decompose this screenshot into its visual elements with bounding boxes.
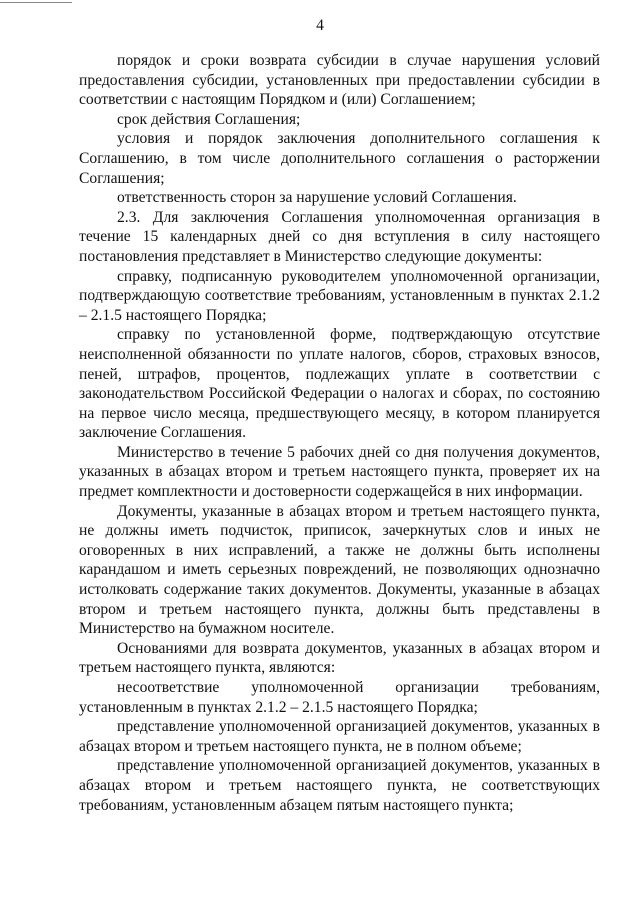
paragraph-signed-certificate: справку, подписанную руководителем уполномоченной организации, подтверждающую соответствие требованиям, установленным в пунктах 2.1.2 – 2.1.5 настоящего Порядка; xyxy=(79,267,600,324)
paragraph-document-requirements: Документы, указанные в абзацах втором и третьем настоящего пункта, не должны иметь подчисток, приписок, зачеркнутых слов и иных не оговоренных в них исправлений, а также не должны быть исполнены карандашом и иметь серьезных повреждений, не позволяющих однозначно истолковать содержание таких документов. Документы, указанные в абзацах втором и третьем настоящего пункта, должны быть представлены в Министерство на бумажном носителе. xyxy=(79,502,600,638)
paragraph-supplementary-agreement: условия и порядок заключения дополнительного соглашения к Соглашению, в том числе дополнительного соглашения о расторжении Соглашения; xyxy=(79,130,600,187)
paragraph-liability: ответственность сторон за нарушение условий Соглашения. xyxy=(117,189,517,207)
paragraph-ground-noncompliance: несоответствие уполномоченной организации требованиям, установленным в пунктах 2.1.2 – 2.1.5 настоящего Порядка; xyxy=(79,679,600,716)
top-edge-rule xyxy=(0,2,72,3)
paragraph-tax-certificate: справку по установленной форме, подтверждающую отсутствие неисполненной обязанности по уплате налогов, сборов, страховых взносов, пеней, штрафов, процентов, подлежащих уплате в соответствии с законодательством Российской Федерации о налогах и сборах, по состоянию на первое число месяца, предшествующего месяцу, в котором планируется заключение Соглашения. xyxy=(79,326,600,442)
paragraph-clause-2-3: 2.3. Для заключения Соглашения уполномоченная организация в течение 15 календарных дней со дня вступления в силу настоящего постановления представляет в Министерство следующие документы: xyxy=(79,208,600,265)
paragraph-ground-incomplete: представление уполномоченной организацией документов, указанных в абзацах втором и третьем настоящего пункта, не в полном объеме; xyxy=(79,718,600,755)
paragraph-agreement-term: срок действия Соглашения; xyxy=(117,110,301,128)
paragraph-refund-procedure: порядок и сроки возврата субсидии в случае нарушения условий предоставления субсидии, установленных при предоставлении субсидии в соответствии с настоящим Порядком и (или) Соглашением; xyxy=(79,52,600,109)
paragraph-ground-nonconforming: представление уполномоченной организацией документов, указанных в абзацах втором и третьем настоящего пункта, не соответствующих требованиям, установленным абзацем пятым настоящего пункта; xyxy=(79,757,600,814)
document-body xyxy=(79,51,600,815)
paragraph-return-grounds: Основаниями для возврата документов, указанных в абзацах втором и третьем настоящего пункта, являются: xyxy=(79,639,600,677)
paragraph-ministry-check: Министерство в течение 5 рабочих дней со дня получения документов, указанных в абзацах втором и третьем настоящего пункта, проверяет их на предмет комплектности и достоверности содержащейся в них информации. xyxy=(79,443,600,501)
page-number: 4 xyxy=(316,17,324,34)
